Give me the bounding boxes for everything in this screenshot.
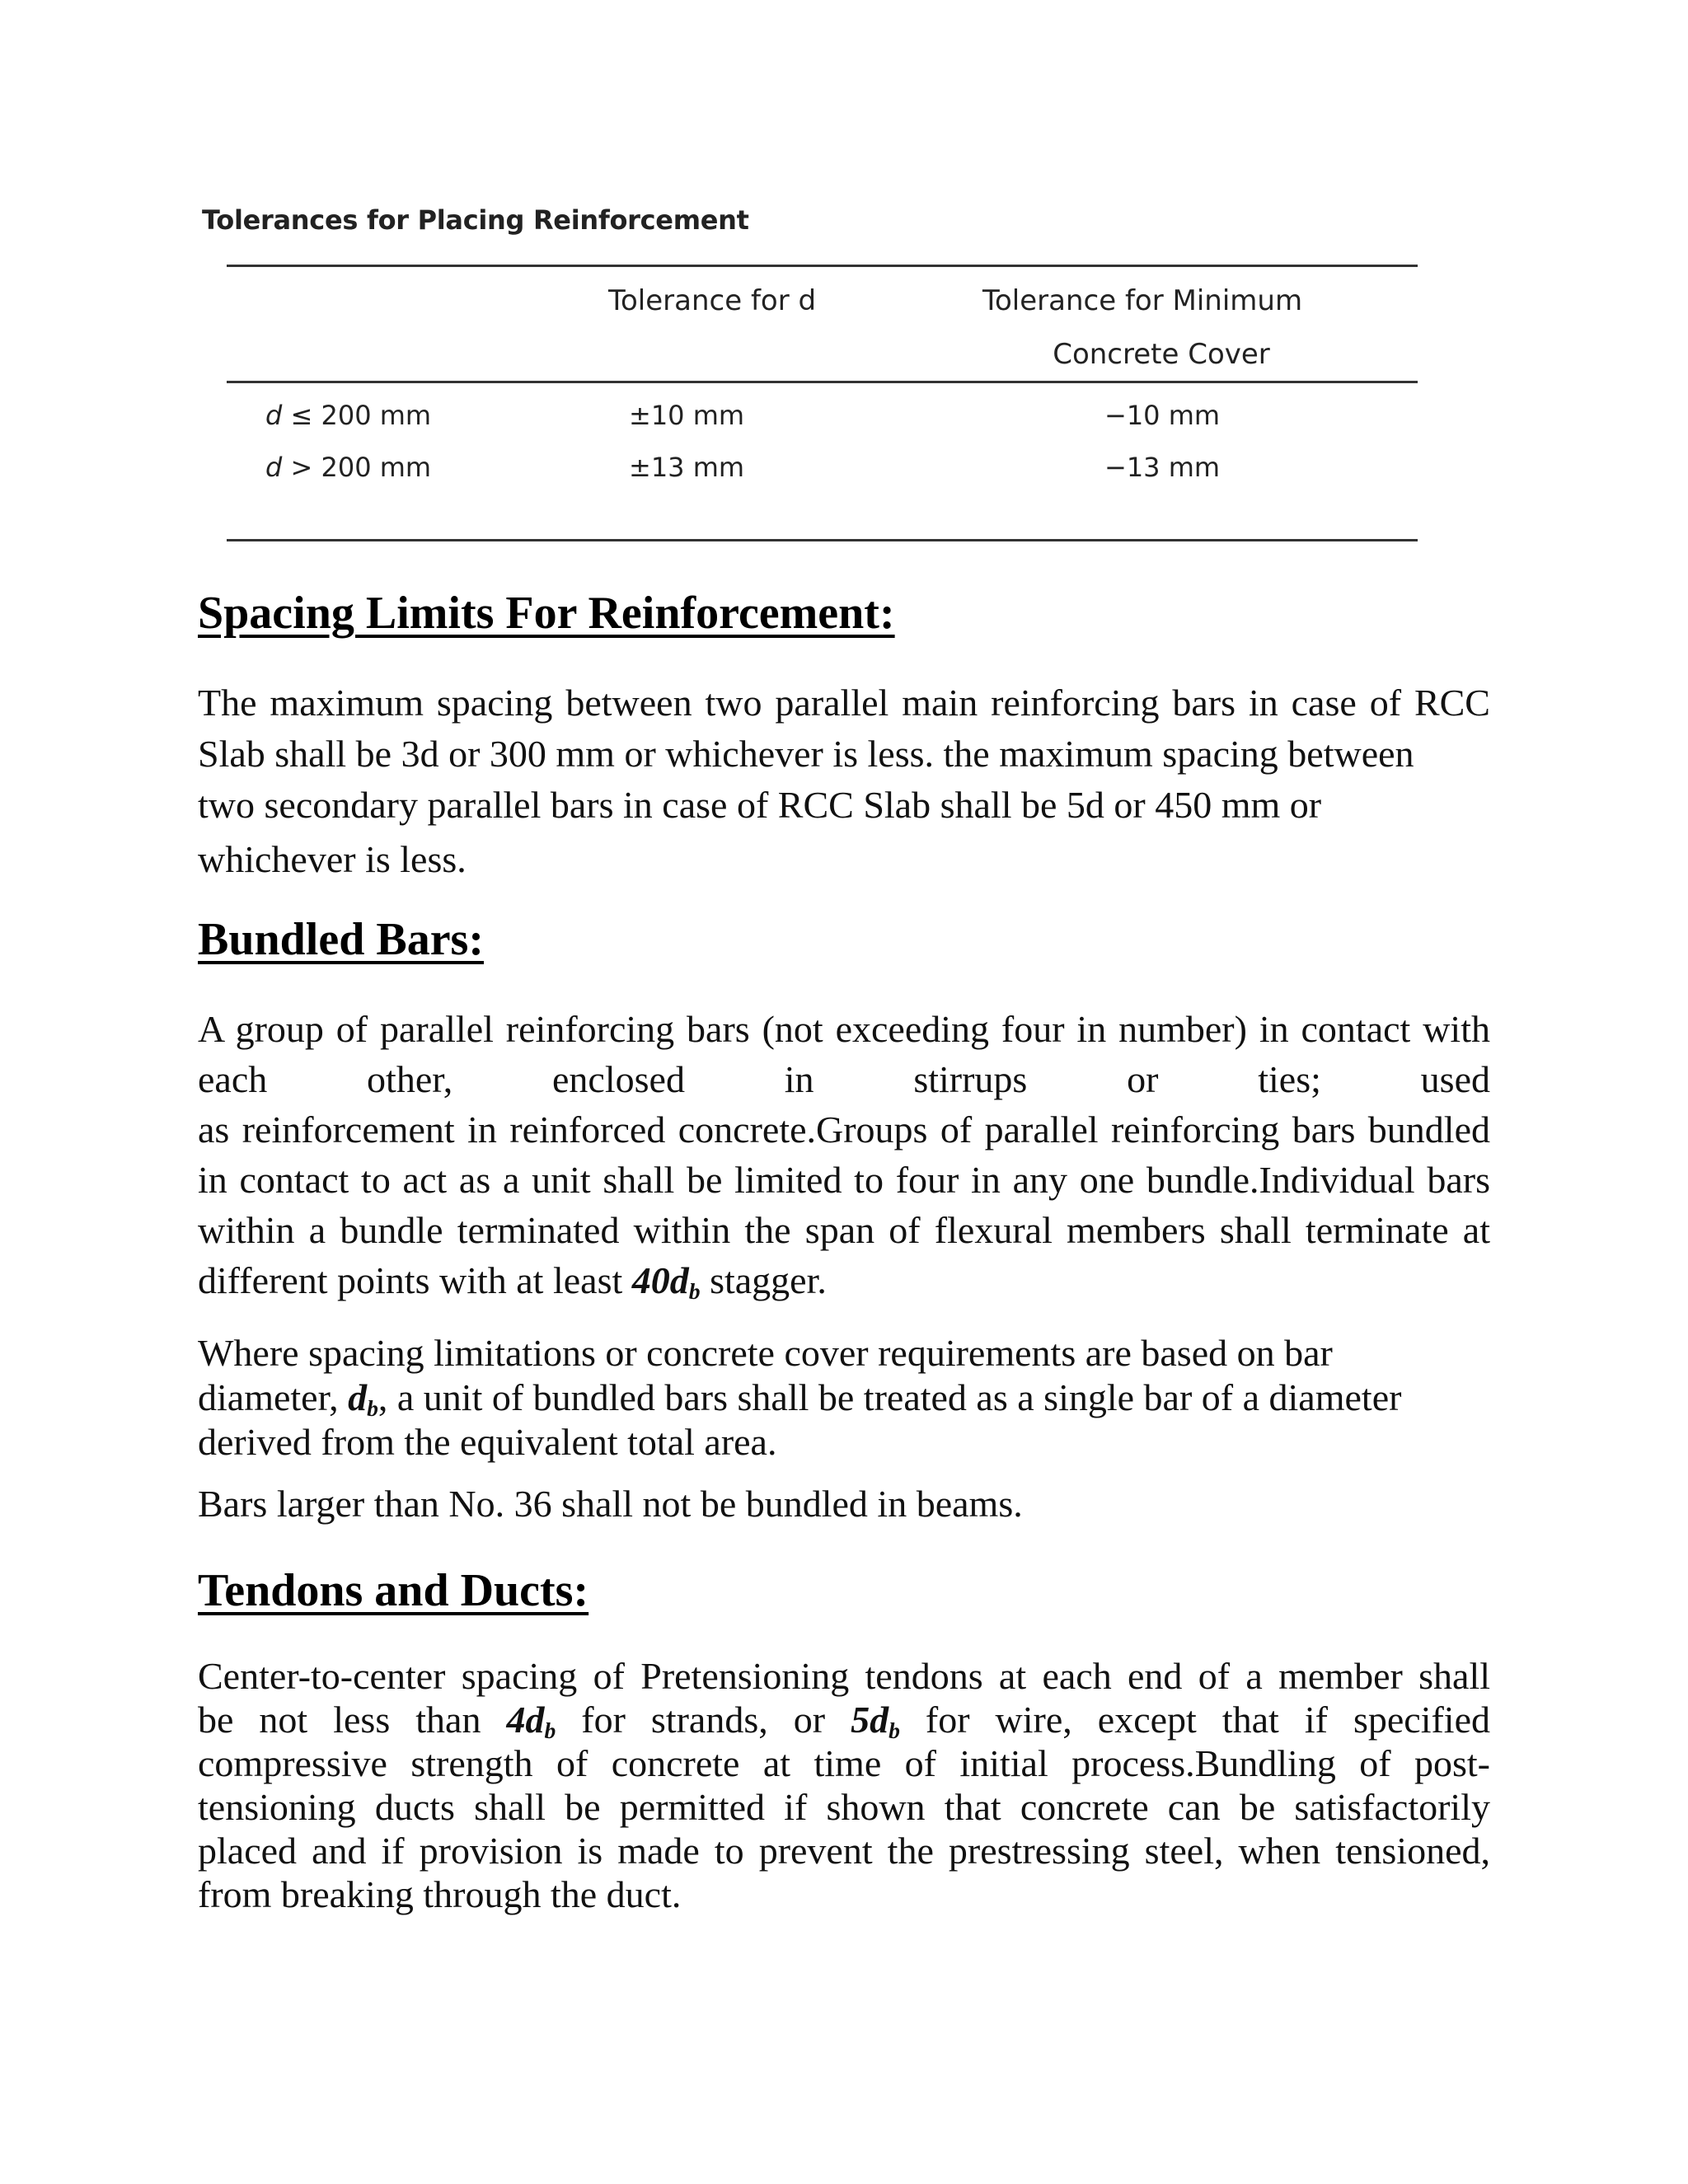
heading-tendons-ducts: Tendons and Ducts: <box>198 1565 589 1616</box>
table-cell-tol-cover: −10 mm <box>1104 400 1221 431</box>
header-tolerance-d: Tolerance for d <box>608 284 817 317</box>
table-top-rule <box>227 265 1418 267</box>
heading-spacing-limits: Spacing Limits For Reinforcement: <box>198 588 895 639</box>
table-title: Tolerances for Placing Reinforcement <box>202 204 749 236</box>
table-row-label: d ≤ 200 mm <box>265 400 432 431</box>
paragraph-bundled-bars-3: Bars larger than No. 36 shall not be bundled in beams. <box>198 1483 1023 1525</box>
table-cell-tol-cover: −13 mm <box>1104 452 1221 483</box>
heading-bundled-bars: Bundled Bars: <box>198 914 484 965</box>
table-row-label: d > 200 mm <box>265 452 432 483</box>
table-header-rule <box>227 381 1418 383</box>
paragraph-tendons-ducts: Center-to-center spacing of Pretensioning tendons at each end of a member shall be not less than $4d_b$ for strands, or $5d_b$ for wire, except that if specified compressive strength of concrete at time of initial process.Bundling of post- tensioning ducts shall be permitted if shown that concrete can be satisfactorily placed and if provision is made to prevent the prestressing steel, when tensioned, from breaking through the duct. <box>198 1655 1490 1915</box>
table-cell-tol-d: ±10 mm <box>629 400 745 431</box>
table-cell-tol-d: ±13 mm <box>629 452 745 483</box>
table-bottom-rule <box>227 539 1418 541</box>
paragraph-spacing-limits: The maximum spacing between two parallel main reinforcing bars in case of RCC Slab shall be 3d or 300 mm or whichever is less. the maximum spacing between two secondary parallel bars in case of RCC Slab shall be 5d or 450 mm or whichever is less. <box>198 682 1490 880</box>
paragraph-bundled-bars-1: A group of parallel reinforcing bars (not exceeding four in number) in contact with each other, enclosed in stirrups or ties; used as reinforcement in reinforced concrete.Groups of parallel reinforcing bars bundled in contact to act as a unit shall be limited to four in any one bundle.Individual bars within a bundle terminated within the span of flexural members shall terminate at different points with at least $40d_b$ stagger. <box>198 1008 1490 1304</box>
paragraph-bundled-bars-2: Where spacing limitations or concrete cover requirements are based on bar diameter, $d_b$, a unit of bundled bars shall be treated as a single bar of a diameter derived from the equivalent total area. <box>198 1332 1402 1463</box>
header-tolerance-cover-line1: Tolerance for Minimum <box>982 284 1303 317</box>
header-tolerance-cover-line2: Concrete Cover <box>1053 338 1270 371</box>
